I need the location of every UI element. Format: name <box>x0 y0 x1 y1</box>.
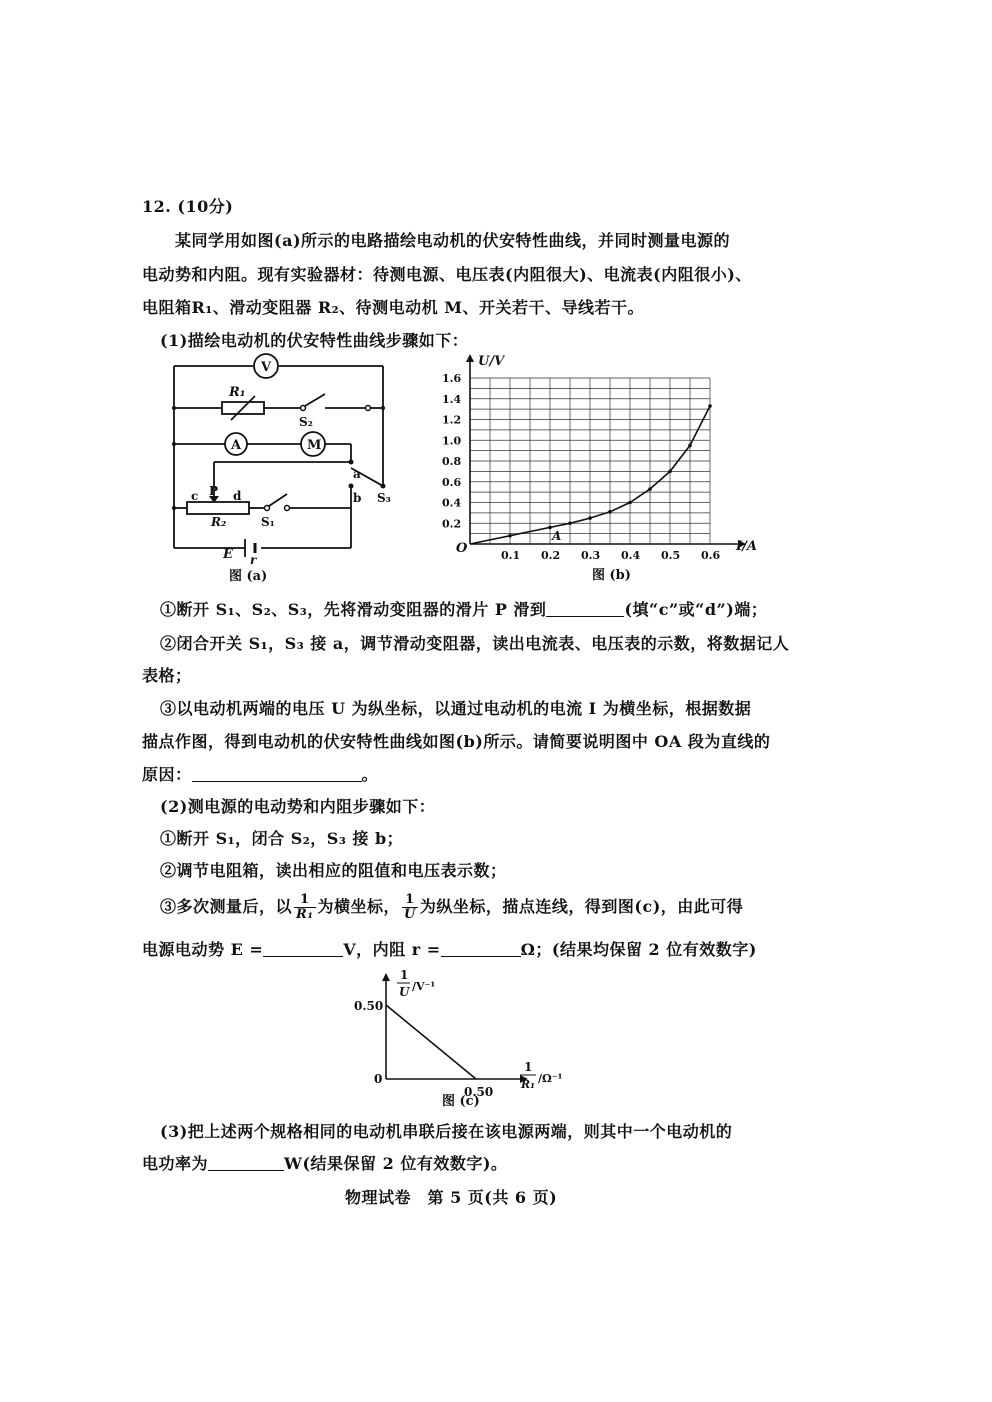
intro-line-1: 某同学用如图(a)所示的电路描绘电动机的伏安特性曲线，并同时测量电源的 <box>175 231 731 250</box>
x-tick-label: 0.4 <box>621 549 641 562</box>
answer-blank-r[interactable] <box>441 940 521 957</box>
c-xlabel-den: R₁ <box>521 1078 535 1091</box>
step1-3-line3: 原因： 。 <box>142 765 379 784</box>
data-point <box>608 510 612 514</box>
label-d: d <box>233 489 242 503</box>
step1-1: ①断开 S₁、S₂、S₃，先将滑动变阻器的滑片 P 滑到 (填“c”或“d”)端； <box>160 600 768 619</box>
label-A: A <box>231 438 242 453</box>
y-axis-label: U/V <box>478 354 505 369</box>
y-tick-label: 0.2 <box>442 517 462 531</box>
x-tick-label: 0.1 <box>501 549 521 562</box>
c-ylabel-unit: /V⁻¹ <box>412 980 436 993</box>
label-b: b <box>353 491 362 505</box>
fraction-1-over-U: $\frac{1}{U}$ <box>404 892 416 922</box>
origin-label: O <box>456 541 468 556</box>
c-y-arrow-icon <box>382 973 390 981</box>
label-M: M <box>307 438 322 453</box>
step2-2: ②调节电阻箱，读出相应的阻值和电压表示数； <box>160 861 507 880</box>
fraction-1-over-R1: $\frac{1}{\text{R₁}}$ <box>296 892 314 922</box>
caption-a: 图 (a) <box>229 569 268 584</box>
step1-2-line1: ②闭合开关 S₁，S₃ 接 a，调节滑动变阻器，读出电流表、电压表的示数，将数据记人 <box>160 634 790 653</box>
answer-blank-power[interactable] <box>208 1154 284 1171</box>
label-S2: S₂ <box>299 415 313 429</box>
c-xlabel-unit: /Ω⁻¹ <box>538 1072 563 1085</box>
y-tick-label: 0.4 <box>442 496 462 510</box>
data-point <box>508 534 512 538</box>
c-ylabel-den: U <box>399 985 410 999</box>
label-E: E <box>223 547 233 562</box>
y-tick-label: 1.0 <box>442 434 462 448</box>
label-S1: S₁ <box>261 515 275 529</box>
c-origin: 0 <box>374 1072 383 1086</box>
answer-blank-1[interactable] <box>546 600 624 617</box>
y-axis-arrow-icon <box>466 354 474 362</box>
label-r: r <box>250 553 257 567</box>
part3-line2: 电功率为 W(结果保留 2 位有效数字)。 <box>142 1154 508 1173</box>
x-axis-label: I/A <box>736 539 757 554</box>
x-tick-label: 0.3 <box>581 549 601 562</box>
step2-4: 电源电动势 E = V，内阻 r = Ω；(结果均保留 2 位有效数字) <box>142 940 757 959</box>
part1-title: (1)描绘电动机的伏安特性曲线步骤如下： <box>160 331 469 350</box>
label-R2: R₂ <box>211 515 227 529</box>
label-V: V <box>261 360 272 375</box>
data-point <box>568 521 572 525</box>
y-tick-label: 1.6 <box>442 372 462 385</box>
y-tick-label: 1.4 <box>442 392 462 406</box>
step1-3-line1: ③以电动机两端的电压 U 为纵坐标，以通过电动机的电流 I 为横坐标，根据数据 <box>160 699 752 718</box>
ui-curve-chart <box>440 350 770 585</box>
answer-blank-emf[interactable] <box>263 940 343 957</box>
label-c: c <box>191 489 199 503</box>
label-a: a <box>353 467 361 481</box>
step1-3-line2: 描点作图，得到电动机的伏安特性曲线如图(b)所示。请简要说明图中 OA 段为直线的 <box>142 732 771 751</box>
data-point <box>588 516 592 520</box>
question-number: 12. (10分) <box>142 197 234 216</box>
label-S3: S₃ <box>377 491 391 505</box>
page-footer: 物理试卷 第 5 页(共 6 页) <box>345 1188 558 1207</box>
data-point <box>628 501 632 505</box>
intro-line-3: 电阻箱R₁、滑动变阻器 R₂、待测电动机 M、开关若干、导线若干。 <box>142 298 644 317</box>
y-tick-label: 0.8 <box>442 455 462 468</box>
x-tick-label: 0.5 <box>661 549 681 562</box>
intro-line-2: 电动势和内阻。现有实验器材：待测电源、电压表(内阻很大)、电流表(内阻很小)、 <box>142 265 752 284</box>
data-point <box>648 487 652 491</box>
data-point <box>708 404 712 408</box>
x-tick-label: 0.6 <box>701 549 721 562</box>
c-x-intercept: 0.50 <box>464 1085 494 1099</box>
inverse-plot <box>350 965 590 1110</box>
step2-1: ①断开 S₁，闭合 S₂，S₃ 接 b； <box>160 829 404 848</box>
step2-3: ③多次测量后，以 $\frac{1}{\text{R₁}}$ 为横坐标， $\frac{1}{U}$ 为纵坐标，描点连线，得到图(c)，由此可得 <box>160 892 744 922</box>
caption-b: 图 (b) <box>592 568 631 583</box>
caption-c: 图 (c) <box>442 1094 480 1109</box>
label-P: P <box>209 484 219 498</box>
c-xlabel-num: 1 <box>524 1060 533 1074</box>
c-ylabel-num: 1 <box>400 968 409 982</box>
answer-blank-2[interactable] <box>192 765 362 782</box>
c-line <box>386 1005 476 1079</box>
part2-title: (2)测电源的电动势和内阻步骤如下： <box>160 797 436 816</box>
part3-line1: (3)把上述两个规格相同的电动机串联后接在该电源两端，则其中一个电动机的 <box>160 1122 733 1141</box>
y-tick-label: 1.2 <box>442 413 462 427</box>
circuit-diagram <box>165 350 395 585</box>
data-point <box>688 444 692 448</box>
point-A-label: A <box>552 529 562 543</box>
y-tick-label: 0.6 <box>442 475 462 489</box>
step1-2-line2: 表格； <box>142 666 192 685</box>
label-R1: R₁ <box>229 385 246 400</box>
x-tick-label: 0.2 <box>541 549 561 562</box>
c-y-intercept: 0.50 <box>354 999 384 1013</box>
data-point <box>668 470 672 474</box>
